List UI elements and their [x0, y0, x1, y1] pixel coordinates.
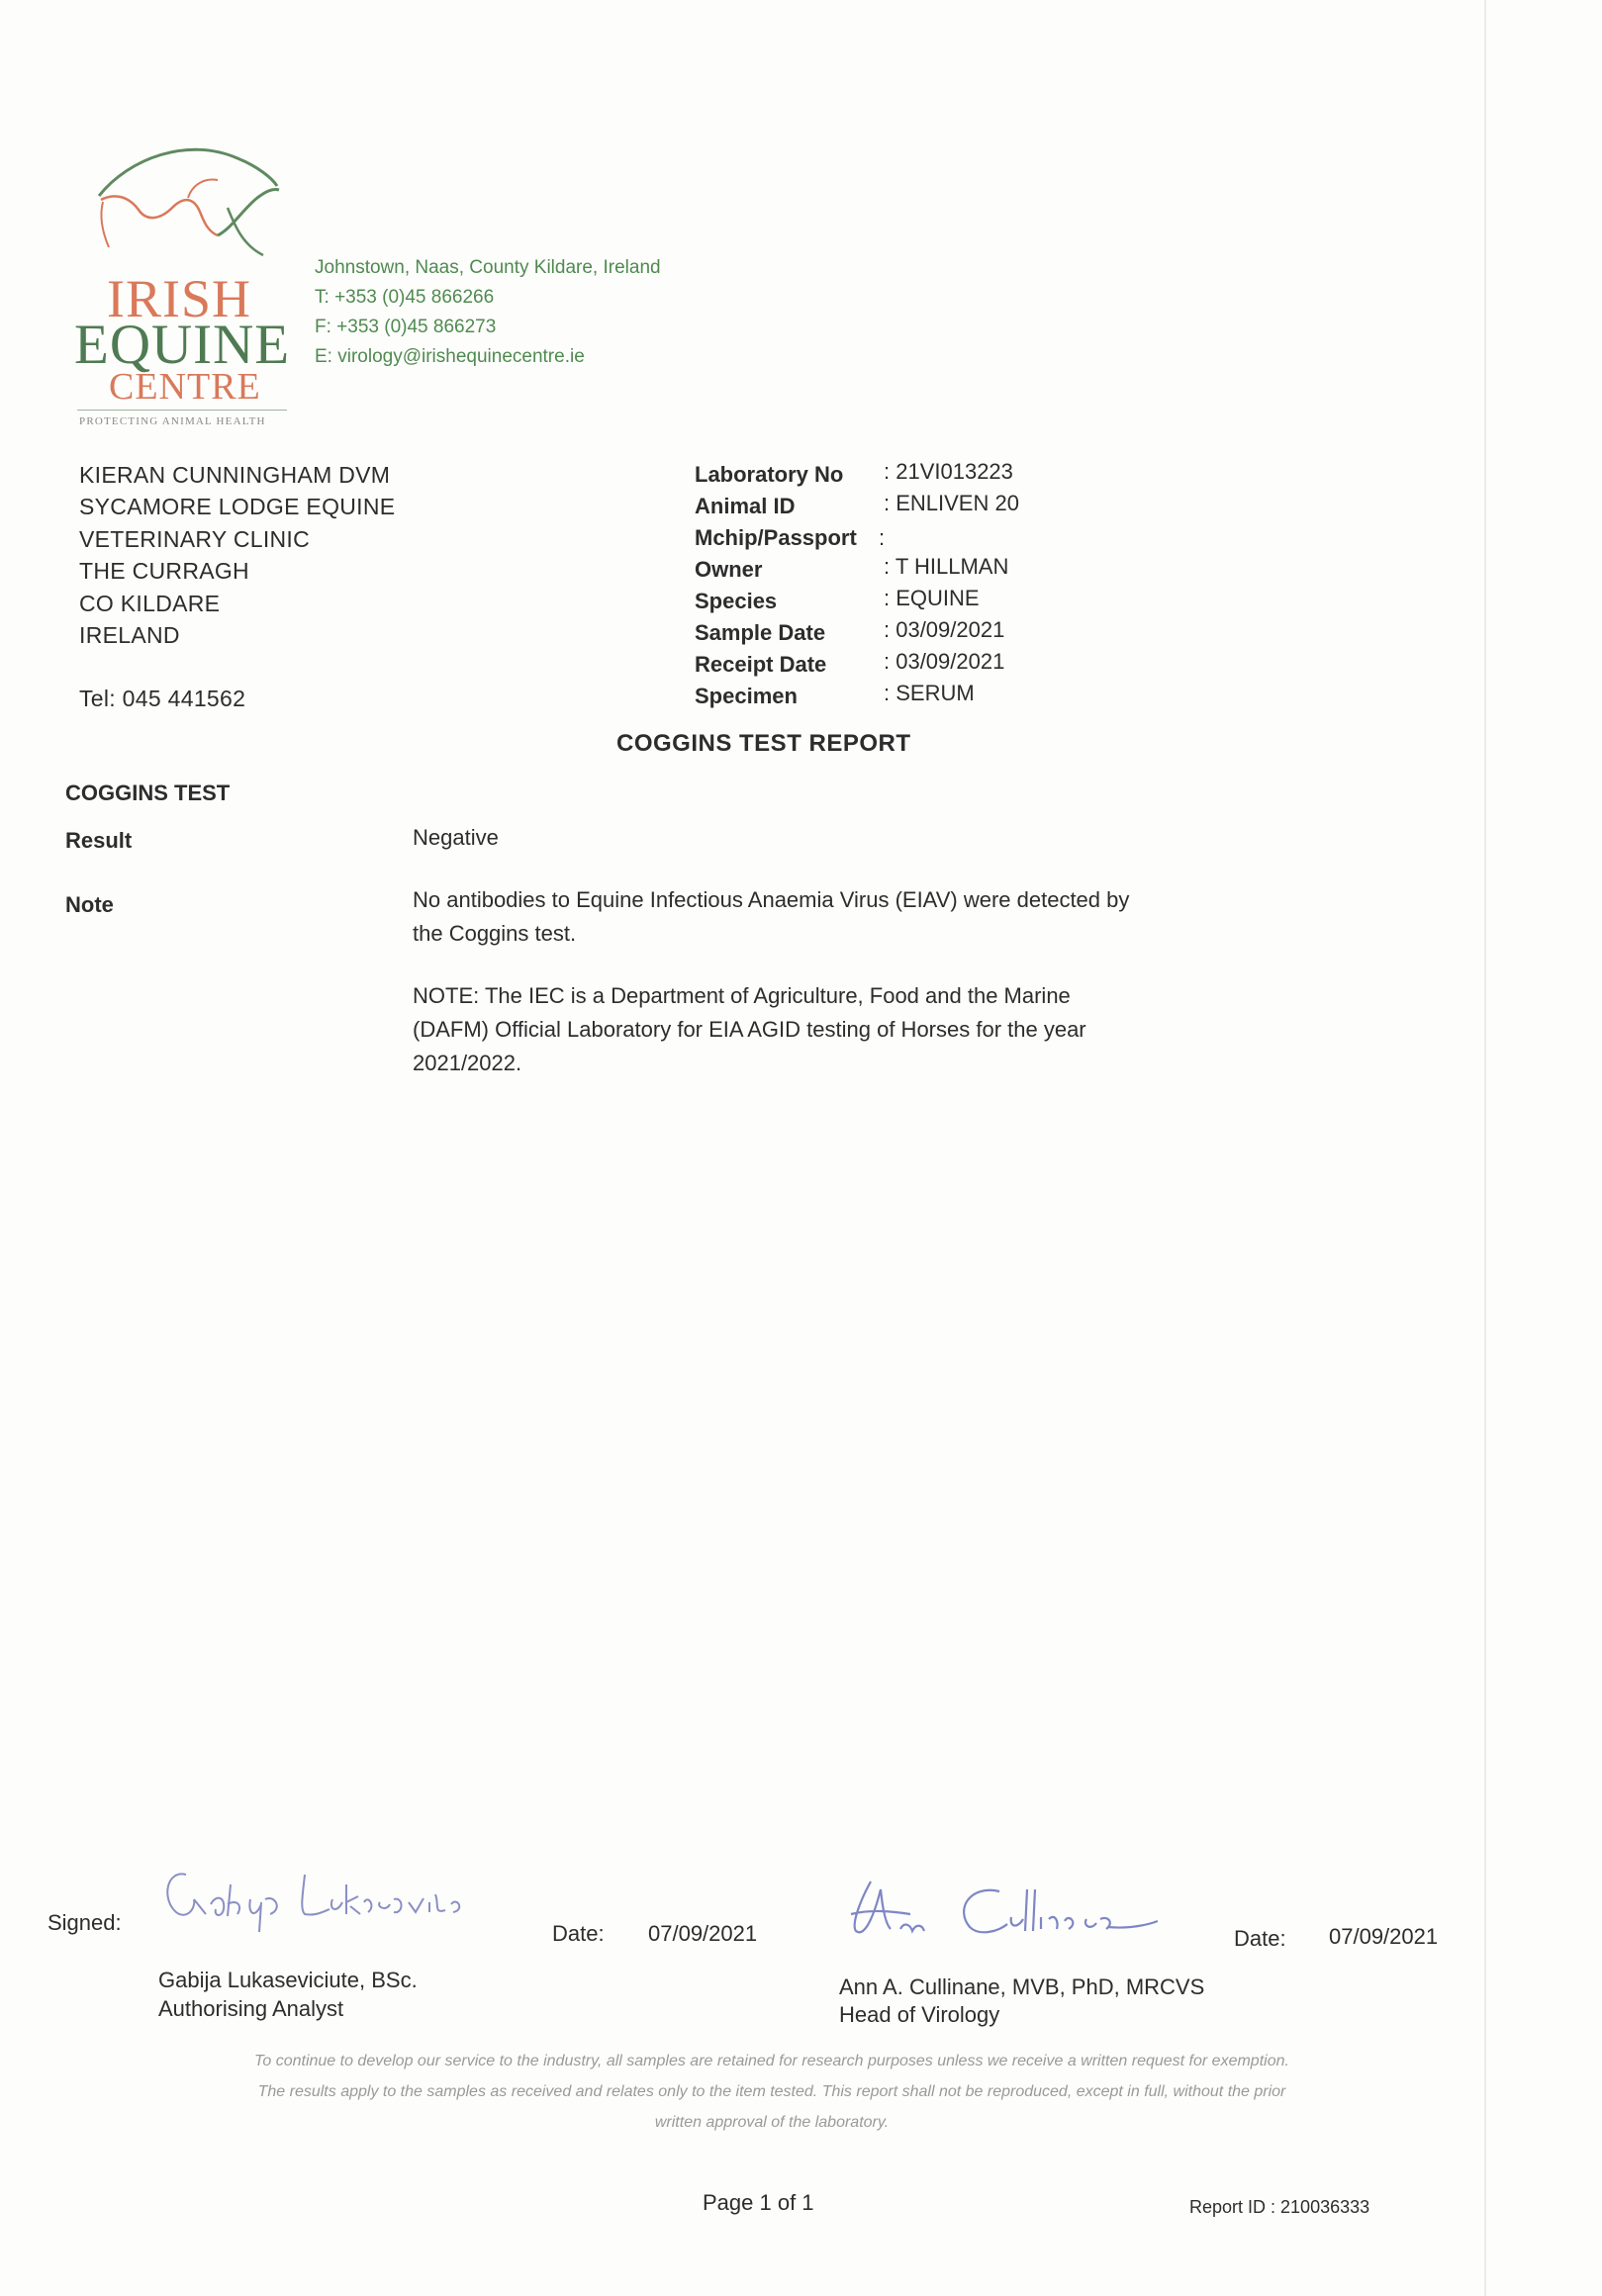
- recipient-line: KIERAN CUNNINGHAM DVM: [79, 462, 391, 488]
- field-value: : 21VI013223: [884, 459, 1013, 484]
- signature-image-right: [831, 1870, 1158, 1949]
- contact-fax: [315, 317, 496, 338]
- report-title: COGGINS TEST REPORT: [616, 730, 911, 757]
- field-label: Sample Date: [695, 620, 826, 645]
- email-label: E:: [315, 346, 332, 367]
- page-number: Page 1 of 1: [703, 2190, 814, 2215]
- note-paragraph-2: [413, 979, 1204, 1080]
- disclaimer-line: To continue to develop our service to the industry, all samples are retained for research purposes unless we receive a written request for exemption.: [254, 2053, 1289, 2069]
- left-signatory-name: Gabija Lukaseviciute, BSc.: [158, 1968, 418, 1992]
- recipient-tel: Tel: 045 441562: [79, 686, 246, 711]
- note-label: Note: [65, 892, 114, 917]
- fax-label: F:: [315, 317, 331, 337]
- logo-word-equine: EQUINE: [74, 314, 291, 376]
- signed-label: Signed:: [47, 1910, 122, 1935]
- disclaimer-line: written approval of the laboratory.: [654, 2114, 890, 2131]
- email-value: virology@irishequinecentre.ie: [337, 346, 585, 367]
- logo-word-irish: IRISH: [107, 269, 252, 328]
- horse-rider-logo-icon: [69, 138, 307, 277]
- field-value: : SERUM: [884, 681, 975, 705]
- right-signatory-name: Ann A. Cullinane, MVB, PhD, MRCVS: [839, 1975, 1205, 1999]
- note-line: 2021/2022.: [413, 1051, 522, 1075]
- field-label: Receipt Date: [695, 652, 827, 677]
- signature-left-text: Gabija Lukaseviciute: [156, 1855, 166, 1856]
- note-line: the Coggins test.: [413, 921, 577, 946]
- contact-email: [315, 346, 585, 368]
- field-label: Owner: [695, 557, 763, 582]
- logo-word-centre: CENTRE: [109, 366, 261, 408]
- field-label: Laboratory No: [695, 462, 844, 487]
- phone-value: +353 (0)45 866266: [334, 287, 495, 308]
- note-line: No antibodies to Equine Infectious Anaemia Virus (EIAV) were detected by: [413, 887, 1130, 912]
- right-date-label: Date:: [1234, 1926, 1286, 1951]
- contact-address: Johnstown, Naas, County Kildare, Ireland: [315, 257, 661, 278]
- field-value: : 03/09/2021: [884, 649, 1005, 674]
- recipient-line: VETERINARY CLINIC: [79, 526, 311, 552]
- field-value: : EQUINE: [884, 586, 980, 610]
- field-value: : T HILLMAN: [884, 554, 1009, 579]
- field-value: : ENLIVEN 20: [884, 491, 1019, 515]
- contact-phone: [315, 287, 494, 309]
- signature-right-text: Ann Cullinane: [831, 1870, 838, 1871]
- recipient-line: SYCAMORE LODGE EQUINE: [79, 494, 396, 519]
- note-line: (DAFM) Official Laboratory for EIA AGID testing of Horses for the year: [413, 1017, 1086, 1042]
- recipient-line: IRELAND: [79, 622, 180, 648]
- field-label: Mchip/Passport: [695, 525, 857, 550]
- right-date: 07/09/2021: [1329, 1924, 1439, 1949]
- scan-edge: [1484, 0, 1486, 2296]
- field-label: Specimen: [695, 684, 798, 708]
- fax-value: +353 (0)45 866273: [336, 317, 497, 337]
- phone-label: T:: [315, 287, 330, 308]
- result-value: Negative: [413, 825, 499, 850]
- note-paragraph-1: [413, 883, 1204, 951]
- field-label: Species: [695, 589, 778, 613]
- logo-tagline: PROTECTING ANIMAL HEALTH: [79, 415, 266, 427]
- left-date: 07/09/2021: [648, 1921, 758, 1946]
- signature-image-left: [156, 1855, 473, 1934]
- report-id: Report ID : 210036333: [1189, 2197, 1370, 2217]
- field-value: :: [879, 525, 886, 550]
- left-signatory-role: Authorising Analyst: [158, 1996, 344, 2021]
- left-date-label: Date:: [552, 1921, 605, 1946]
- disclaimer-line: The results apply to the samples as received and relates only to the item tested. This report shall not be reproduced, except in full, without the prior: [257, 2083, 1286, 2100]
- test-name: COGGINS TEST: [65, 781, 231, 805]
- result-label: Result: [65, 828, 133, 853]
- field-label: Animal ID: [695, 494, 796, 518]
- recipient-line: CO KILDARE: [79, 591, 221, 616]
- field-value: : 03/09/2021: [884, 617, 1005, 642]
- note-line: NOTE: The IEC is a Department of Agriculture, Food and the Marine: [413, 983, 1071, 1008]
- recipient-line: THE CURRAGH: [79, 558, 249, 584]
- logo-divider: [77, 410, 287, 411]
- right-signatory-role: Head of Virology: [839, 2002, 1000, 2027]
- disclaimer: [148, 2046, 1395, 2138]
